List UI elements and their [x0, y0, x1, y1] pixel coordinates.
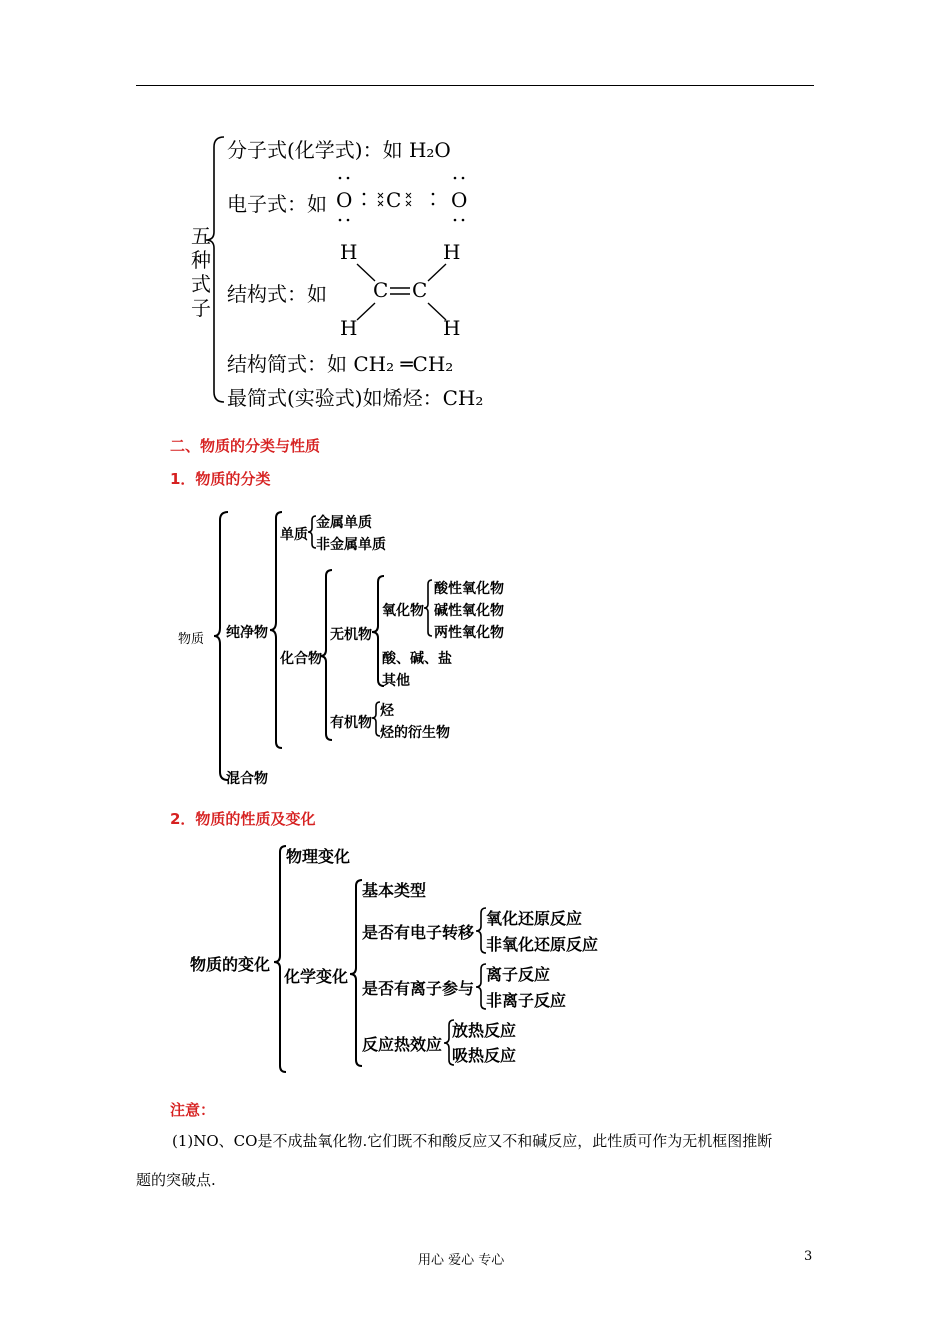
hydrocarbon-derivative: 烃的衍生物: [380, 725, 450, 741]
pure-substance: 纯净物: [226, 625, 268, 641]
metal-element: 金属单质: [316, 515, 372, 531]
note-title: 注意：: [170, 1101, 216, 1119]
acid-base-salt: 酸、碱、盐: [382, 651, 452, 667]
structural-atom: H: [443, 316, 461, 340]
endothermic-reaction: 吸热反应: [452, 1046, 517, 1065]
physical-change: 物理变化: [286, 847, 351, 866]
page-number: 3: [804, 1249, 813, 1264]
structural-atom: H: [340, 240, 358, 264]
electronic-atom: O: [336, 188, 353, 212]
subsection-title-changes: 2．物质的性质及变化: [170, 810, 316, 828]
mixture: 混合物: [226, 771, 268, 787]
molecular-formula: 分子式(化学式)：如 H₂O: [227, 138, 451, 162]
basic-oxide: 碱性氧化物: [434, 603, 504, 619]
structural-atom: H: [443, 240, 461, 264]
inorganic: 无机物: [330, 627, 372, 643]
nonmetal-element: 非金属单质: [316, 537, 386, 553]
electronic-atom: O: [451, 188, 468, 212]
changes-root: 物质的变化: [190, 955, 271, 974]
redox-reaction: 氧化还原反应: [486, 909, 583, 928]
simplest-formula: 最简式(实验式)如烯烃：CH₂: [227, 386, 484, 410]
exothermic-reaction: 放热反应: [452, 1021, 517, 1040]
element: 单质: [280, 527, 308, 543]
electron-transfer: 是否有电子转移: [362, 923, 475, 942]
acidic-oxide: 酸性氧化物: [434, 581, 504, 597]
note-line: 题的突破点.: [136, 1171, 216, 1189]
note-line: (1)NO、CO是不成盐氧化物.它们既不和酸反应又不和碱反应，此性质可作为无机框图推断: [172, 1132, 773, 1150]
section-title: 二、物质的分类与性质: [170, 437, 321, 455]
non-ionic-reaction: 非离子反应: [486, 991, 567, 1010]
footer-text: 用心 爱心 专心: [418, 1253, 505, 1268]
electronic-formula-label: 电子式：如: [227, 192, 327, 216]
electronic-atom: C: [386, 188, 402, 212]
ion-participation: 是否有离子参与: [362, 979, 475, 998]
organic: 有机物: [330, 715, 372, 731]
structural-formula-label: 结构式：如: [227, 282, 327, 306]
subsection-title-classification: 1．物质的分类: [170, 470, 271, 488]
ionic-reaction: 离子反应: [486, 965, 551, 984]
structural-atom: H: [340, 316, 358, 340]
non-redox-reaction: 非氧化还原反应: [486, 935, 599, 954]
thermal-effect: 反应热效应: [362, 1035, 443, 1054]
basic-type: 基本类型: [362, 881, 427, 900]
condensed-formula: 结构简式：如 CH₂ ═CH₂: [227, 352, 454, 376]
other: 其他: [382, 673, 410, 689]
classification-root: 物质: [178, 632, 205, 647]
compound: 化合物: [280, 651, 322, 667]
oxide: 氧化物: [382, 603, 424, 619]
five-formulas-label: 五种式子: [191, 224, 211, 320]
amphoteric-oxide: 两性氧化物: [434, 625, 504, 641]
chemical-change: 化学变化: [284, 967, 349, 986]
hydrocarbon: 烃: [380, 703, 394, 719]
structural-atom: C: [373, 278, 389, 302]
structural-atom: C: [412, 278, 428, 302]
